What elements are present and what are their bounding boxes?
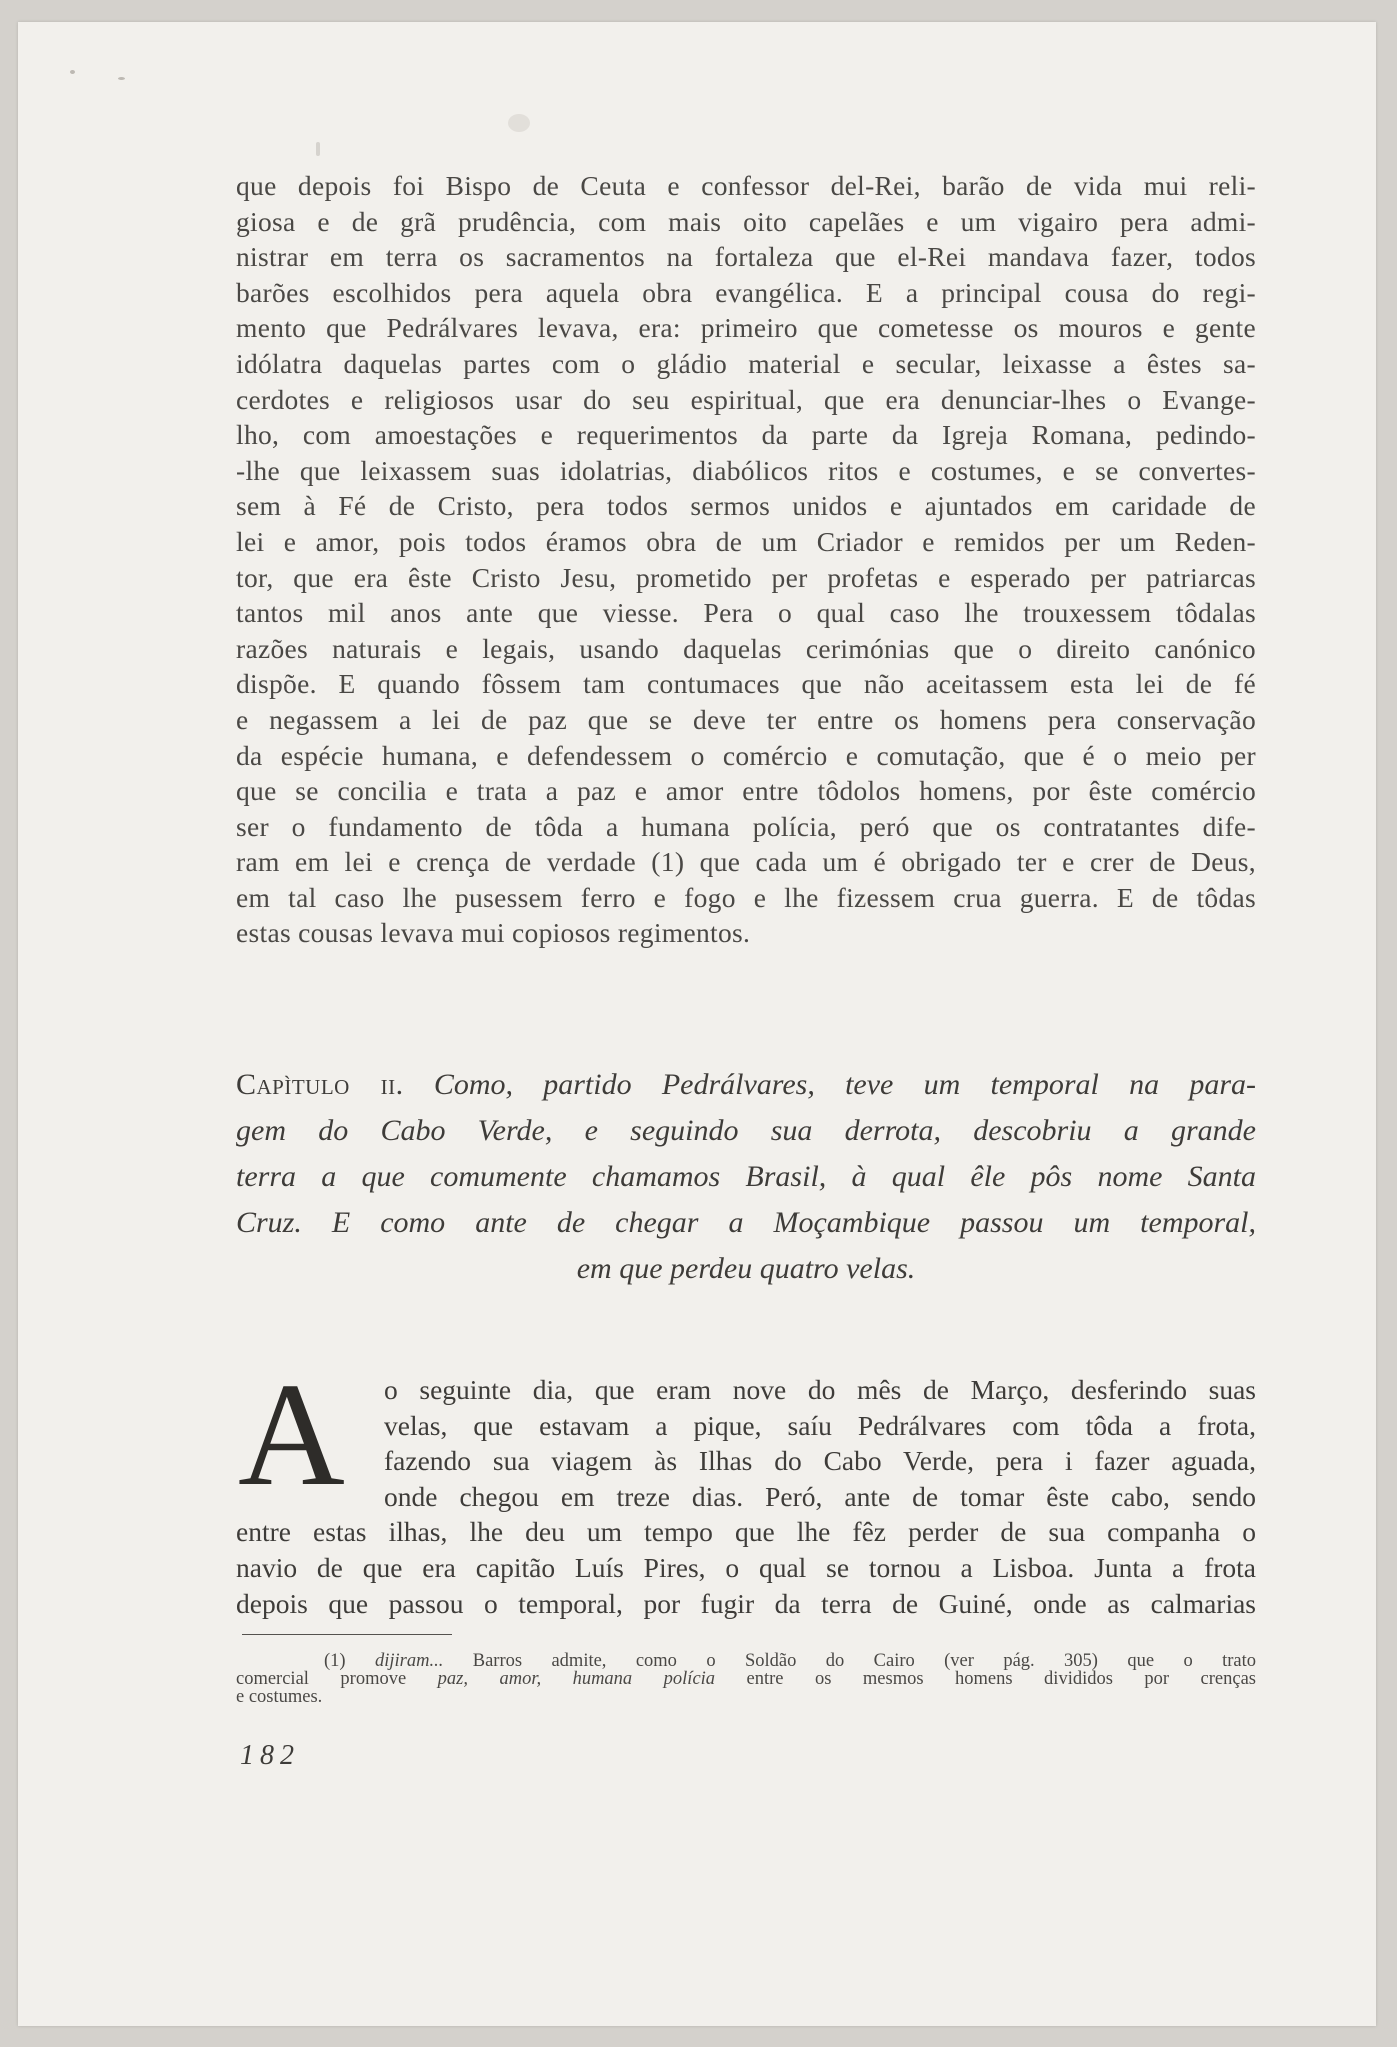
chapter-title-line: Cruz. E como ante de chegar a Moçambique passou um temporal, xyxy=(236,1206,1256,1239)
body-line: sem à Fé de Cristo, pera todos sermos unidos e ajuntados em caridade de xyxy=(236,490,1256,522)
paragraph-line: navio de que era capitão Luís Pires, o qual se tornou a Lisboa. Junta a frota xyxy=(236,1551,1256,1583)
paragraph-line: fazendo sua viagem às Ilhas do Cabo Verde, pera i fazer aguada, xyxy=(384,1445,1256,1477)
chapter-title-line: Como, partido Pedrálvares, teve um temporal na para- xyxy=(433,1068,1257,1101)
footnote-italic-phrase: paz, amor, humana polícia xyxy=(437,1669,716,1689)
body-line: nistrar em terra os sacramentos na fortaleza que el-Rei mandava fazer, todos xyxy=(236,241,1256,273)
body-line: lei e amor, pois todos éramos obra de um Criador e remidos per um Reden- xyxy=(236,525,1256,557)
body-line: dispõe. E quando fôssem tam contumaces que não aceitassem esta lei de fé xyxy=(236,668,1256,700)
drop-cap: A xyxy=(238,1353,345,1517)
body-line: -lhe que leixassem suas idolatrias, diabólicos ritos e costumes, e se convertes- xyxy=(236,454,1256,486)
footnote-italic-lead: dijiram... xyxy=(374,1651,444,1671)
body-line: ser o fundamento de tôda a humana polícia, peró que os contratantes dife- xyxy=(236,810,1256,842)
body-line: razões naturais e legais, usando daquelas cerimónias que o direito canónico xyxy=(236,632,1256,664)
body-line: tor, que era êste Cristo Jesu, prometido per profetas e esperado per patriarcas xyxy=(236,561,1256,593)
paragraph-line: velas, que estavam a pique, saíu Pedrálvares com tôda a frota, xyxy=(384,1409,1256,1441)
footnote-line: e costumes. xyxy=(236,1687,323,1707)
body-line: idólatra daquelas partes com o gládio material e secular, leixasse a êstes sa- xyxy=(236,347,1256,379)
footnote-marker: (1) xyxy=(324,1651,346,1671)
paper-speck xyxy=(70,70,75,74)
body-line: tantos mil anos ante que viesse. Pera o qual caso lhe trouxessem tôdalas xyxy=(236,597,1256,629)
paragraph-line: entre estas ilhas, lhe deu um tempo que lhe fêz perder de sua companha o xyxy=(236,1516,1256,1548)
body-line: que depois foi Bispo de Ceuta e confessor del-Rei, barão de vida mui reli- xyxy=(236,170,1256,201)
footnote-line xyxy=(236,1652,1256,1670)
chapter-title-line: terra a que comumente chamamos Brasil, à qual êle pôs nome Santa xyxy=(236,1160,1256,1193)
footnote-divider xyxy=(242,1634,452,1635)
body-line: barões escolhidos pera aquela obra evangélica. E a principal cousa do regi- xyxy=(236,276,1256,308)
footnote-line xyxy=(236,1670,1256,1688)
paper-speck xyxy=(316,142,320,156)
chapter-heading-line xyxy=(236,1062,1256,1108)
body-line: giosa e de grã prudência, com mais oito capelães e um vigairo pera admi- xyxy=(236,205,1256,237)
paper-speck xyxy=(118,77,125,80)
page-number: 182 xyxy=(240,1740,300,1771)
body-line: cerdotes e religiosos usar do seu espiritual, que era denunciar-lhes o Evange- xyxy=(236,383,1256,415)
footnote-text: entre os mesmos homens divididos por crenças xyxy=(746,1669,1257,1689)
body-line: estas cousas levava mui copiosos regimentos. xyxy=(236,917,751,949)
body-paragraph xyxy=(236,168,1256,951)
body-line: que se concilia e trata a paz e amor entre tôdolos homens, por êste comércio xyxy=(236,775,1256,807)
body-line: mento que Pedrálvares levava, era: primeiro que cometesse os mouros e gente xyxy=(236,312,1256,344)
chapter-title-line: gem do Cabo Verde, e seguindo sua derrota, descobriu a grande xyxy=(236,1114,1256,1147)
body-line: ram em lei e crença de verdade (1) que cada um é obrigado ter e crer de Deus, xyxy=(236,846,1256,878)
body-line: e negassem a lei de paz que se deve ter entre os homens pera conservação xyxy=(236,703,1256,735)
paragraph-line: o seguinte dia, que eram nove do mês de Março, desferindo suas xyxy=(384,1374,1256,1405)
footnote-text: Barros admite, como o Soldão do Cairo (ver pág. 305) que o trato xyxy=(472,1651,1257,1671)
chapter-label: Capìtulo ii. xyxy=(236,1068,404,1101)
paragraph-line: depois que passou o temporal, por fugir da terra de Guiné, onde as calmarias xyxy=(236,1587,1256,1619)
body-line: lho, com amoestações e requerimentos da parte da Igreja Romana, pedindo- xyxy=(236,419,1256,451)
body-line: da espécie humana, e defendessem o comércio e comutação, que é o meio per xyxy=(236,739,1256,771)
paper-speck xyxy=(508,114,530,132)
chapter-heading xyxy=(236,1062,1256,1292)
footnote xyxy=(236,1652,1256,1706)
body-line: em tal caso lhe pusessem ferro e fogo e lhe fizessem crua guerra. E de tôdas xyxy=(236,881,1256,913)
paragraph-line: onde chegou em treze dias. Peró, ante de tomar êste cabo, sendo xyxy=(384,1480,1256,1512)
chapter-title-line: em que perdeu quatro velas. xyxy=(576,1252,916,1285)
chapter-paragraph xyxy=(236,1353,1256,1621)
footnote-text: comercial promove xyxy=(236,1669,407,1689)
